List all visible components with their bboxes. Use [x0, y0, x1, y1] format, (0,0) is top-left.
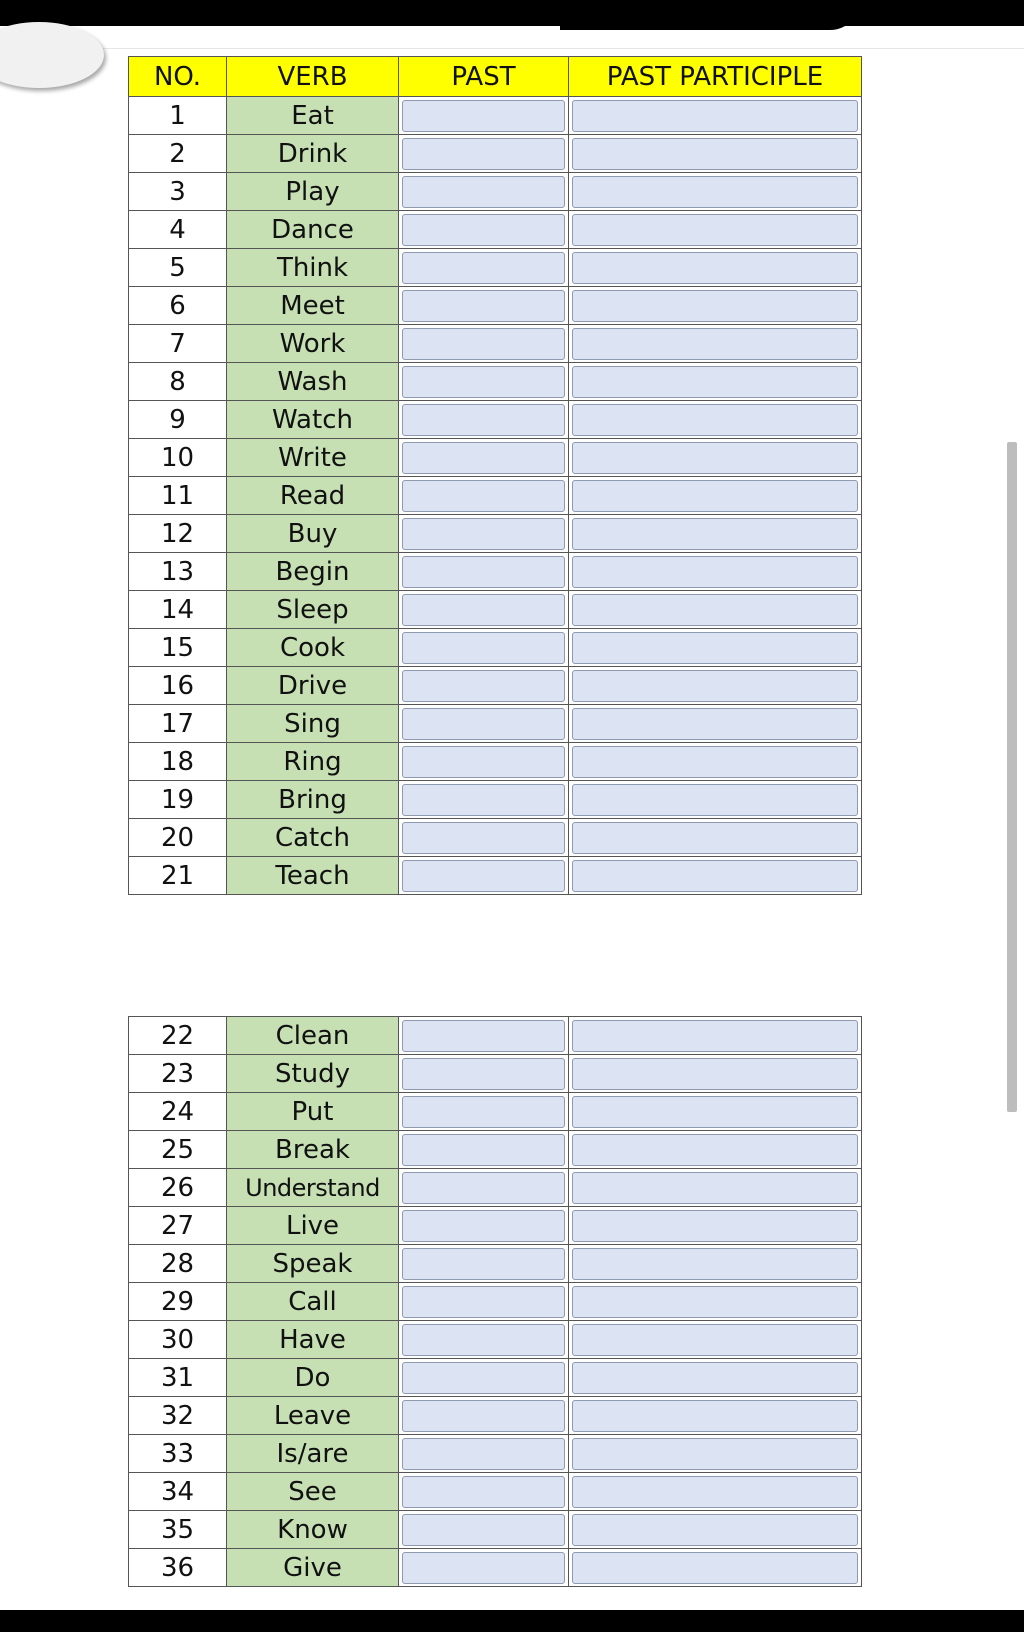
past-input[interactable]: [402, 100, 565, 132]
past-cell: [399, 743, 569, 781]
past-input[interactable]: [402, 518, 565, 550]
verb-cell: Drive: [227, 667, 399, 705]
past-input[interactable]: [402, 1286, 565, 1318]
table-row: [129, 135, 862, 173]
row-number: 18: [129, 743, 227, 781]
table-row: [129, 781, 862, 819]
past-participle-input[interactable]: [572, 480, 858, 512]
past-participle-cell: [569, 211, 862, 249]
table-row: [129, 97, 862, 135]
past-input[interactable]: [402, 746, 565, 778]
table-row: [129, 1435, 862, 1473]
past-cell: [399, 1549, 569, 1587]
past-input[interactable]: [402, 860, 565, 892]
past-participle-cell: [569, 173, 862, 211]
table-row: [129, 477, 862, 515]
table-row: [129, 591, 862, 629]
row-number: 32: [129, 1397, 227, 1435]
past-input[interactable]: [402, 1172, 565, 1204]
past-cell: [399, 401, 569, 439]
past-participle-input[interactable]: [572, 290, 858, 322]
past-participle-cell: [569, 1549, 862, 1587]
row-number: 20: [129, 819, 227, 857]
past-participle-input[interactable]: [572, 138, 858, 170]
row-number: 23: [129, 1055, 227, 1093]
row-number: 13: [129, 553, 227, 591]
past-participle-input[interactable]: [572, 708, 858, 740]
verb-cell: Speak: [227, 1245, 399, 1283]
past-participle-input[interactable]: [572, 632, 858, 664]
table-row: [129, 173, 862, 211]
past-input[interactable]: [402, 556, 565, 588]
past-cell: [399, 857, 569, 895]
past-input[interactable]: [402, 1552, 565, 1584]
past-cell: [399, 1511, 569, 1549]
table-row: [129, 249, 862, 287]
past-participle-input[interactable]: [572, 860, 858, 892]
row-number: 35: [129, 1511, 227, 1549]
past-cell: [399, 439, 569, 477]
row-number: 1: [129, 97, 227, 135]
table-row: [129, 1169, 862, 1207]
verb-cell: Watch: [227, 401, 399, 439]
past-participle-input[interactable]: [572, 594, 858, 626]
verb-cell: Buy: [227, 515, 399, 553]
row-number: 36: [129, 1549, 227, 1587]
past-input[interactable]: [402, 404, 565, 436]
past-participle-input[interactable]: [572, 822, 858, 854]
past-input[interactable]: [402, 252, 565, 284]
verb-table-part-2: [128, 1016, 862, 1587]
past-cell: [399, 1245, 569, 1283]
past-input[interactable]: [402, 1096, 565, 1128]
past-participle-cell: [569, 781, 862, 819]
past-participle-cell: [569, 401, 862, 439]
table-row: [129, 363, 862, 401]
past-participle-input[interactable]: [572, 176, 858, 208]
past-input[interactable]: [402, 1514, 565, 1546]
top-divider: [0, 48, 1024, 49]
past-cell: [399, 781, 569, 819]
past-participle-cell: [569, 363, 862, 401]
past-input[interactable]: [402, 480, 565, 512]
past-participle-input[interactable]: [572, 1210, 858, 1242]
past-participle-input[interactable]: [572, 1248, 858, 1280]
past-cell: [399, 819, 569, 857]
past-participle-cell: [569, 1207, 862, 1245]
past-participle-cell: [569, 1359, 862, 1397]
verb-cell: Give: [227, 1549, 399, 1587]
verb-cell: Study: [227, 1055, 399, 1093]
row-number: 3: [129, 173, 227, 211]
table-row: [129, 553, 862, 591]
row-number: 9: [129, 401, 227, 439]
table-row: [129, 1321, 862, 1359]
row-number: 17: [129, 705, 227, 743]
header-verb: VERB: [227, 57, 399, 97]
verb-cell: Clean: [227, 1017, 399, 1055]
table-row: [129, 667, 862, 705]
past-input[interactable]: [402, 1476, 565, 1508]
table-row: [129, 325, 862, 363]
past-input[interactable]: [402, 442, 565, 474]
past-input[interactable]: [402, 1248, 565, 1280]
row-number: 6: [129, 287, 227, 325]
verb-cell: Wash: [227, 363, 399, 401]
past-participle-input[interactable]: [572, 1552, 858, 1584]
past-cell: [399, 515, 569, 553]
row-number: 26: [129, 1169, 227, 1207]
past-cell: [399, 591, 569, 629]
past-participle-input[interactable]: [572, 518, 858, 550]
table-row: [129, 1131, 862, 1169]
past-participle-cell: [569, 515, 862, 553]
table-row: [129, 1397, 862, 1435]
past-participle-cell: [569, 1283, 862, 1321]
row-number: 14: [129, 591, 227, 629]
table-row: [129, 1359, 862, 1397]
verb-cell: Work: [227, 325, 399, 363]
past-cell: [399, 1207, 569, 1245]
past-cell: [399, 363, 569, 401]
past-input[interactable]: [402, 176, 565, 208]
past-participle-cell: [569, 819, 862, 857]
verb-cell: Put: [227, 1093, 399, 1131]
table-row: [129, 743, 862, 781]
row-number: 25: [129, 1131, 227, 1169]
past-cell: [399, 1093, 569, 1131]
verb-cell: Sleep: [227, 591, 399, 629]
table-row: [129, 287, 862, 325]
row-number: 7: [129, 325, 227, 363]
table-row: [129, 439, 862, 477]
row-number: 24: [129, 1093, 227, 1131]
past-participle-cell: [569, 1473, 862, 1511]
verb-cell: Think: [227, 249, 399, 287]
past-cell: [399, 1055, 569, 1093]
past-participle-cell: [569, 325, 862, 363]
past-participle-cell: [569, 1321, 862, 1359]
past-cell: [399, 249, 569, 287]
past-participle-input[interactable]: [572, 1286, 858, 1318]
past-cell: [399, 553, 569, 591]
verb-cell: Write: [227, 439, 399, 477]
verb-cell: Call: [227, 1283, 399, 1321]
past-participle-input[interactable]: [572, 1514, 858, 1546]
past-participle-cell: [569, 857, 862, 895]
past-cell: [399, 1169, 569, 1207]
past-participle-input[interactable]: [572, 1476, 858, 1508]
row-number: 5: [129, 249, 227, 287]
table-row: [129, 1245, 862, 1283]
past-participle-cell: [569, 249, 862, 287]
verb-cell: Eat: [227, 97, 399, 135]
past-participle-input[interactable]: [572, 670, 858, 702]
verb-cell: Read: [227, 477, 399, 515]
past-cell: [399, 211, 569, 249]
row-number: 10: [129, 439, 227, 477]
verb-cell: Is/are: [227, 1435, 399, 1473]
verb-cell: Ring: [227, 743, 399, 781]
past-participle-input[interactable]: [572, 366, 858, 398]
past-input[interactable]: [402, 290, 565, 322]
past-participle-cell: [569, 1397, 862, 1435]
past-participle-input[interactable]: [572, 1324, 858, 1356]
past-participle-cell: [569, 553, 862, 591]
past-cell: [399, 1359, 569, 1397]
row-number: 16: [129, 667, 227, 705]
verb-cell: Begin: [227, 553, 399, 591]
header-past: PAST: [399, 57, 569, 97]
verb-cell: Meet: [227, 287, 399, 325]
past-cell: [399, 1017, 569, 1055]
verb-cell: Have: [227, 1321, 399, 1359]
page-scrollbar[interactable]: [1007, 442, 1017, 1112]
past-cell: [399, 1131, 569, 1169]
row-number: 4: [129, 211, 227, 249]
past-participle-cell: [569, 629, 862, 667]
past-participle-input[interactable]: [572, 1438, 858, 1470]
past-cell: [399, 705, 569, 743]
past-input[interactable]: [402, 632, 565, 664]
past-input[interactable]: [402, 328, 565, 360]
row-number: 15: [129, 629, 227, 667]
row-number: 28: [129, 1245, 227, 1283]
table-row: [129, 1283, 862, 1321]
table-row: [129, 1473, 862, 1511]
past-participle-cell: [569, 667, 862, 705]
past-participle-input[interactable]: [572, 328, 858, 360]
past-participle-cell: [569, 743, 862, 781]
row-number: 22: [129, 1017, 227, 1055]
verb-cell: Leave: [227, 1397, 399, 1435]
past-cell: [399, 97, 569, 135]
top-bar-edge: [560, 0, 860, 30]
verb-table-part-1: [128, 56, 862, 895]
verb-cell: Bring: [227, 781, 399, 819]
table-row: [129, 1207, 862, 1245]
table-row: [129, 515, 862, 553]
table-row: [129, 211, 862, 249]
past-input[interactable]: [402, 822, 565, 854]
table-row: [129, 1055, 862, 1093]
past-input[interactable]: [402, 1210, 565, 1242]
row-number: 19: [129, 781, 227, 819]
past-participle-input[interactable]: [572, 1362, 858, 1394]
past-participle-cell: [569, 135, 862, 173]
past-input[interactable]: [402, 708, 565, 740]
verb-cell: Dance: [227, 211, 399, 249]
past-participle-input[interactable]: [572, 556, 858, 588]
verb-cell: Break: [227, 1131, 399, 1169]
past-participle-cell: [569, 287, 862, 325]
table-row: [129, 629, 862, 667]
past-participle-cell: [569, 1017, 862, 1055]
past-input[interactable]: [402, 1400, 565, 1432]
verb-cell: Drink: [227, 135, 399, 173]
verb-cell: Play: [227, 173, 399, 211]
verb-cell: Teach: [227, 857, 399, 895]
table-header-row: [129, 57, 862, 97]
past-cell: [399, 325, 569, 363]
past-cell: [399, 287, 569, 325]
past-participle-cell: [569, 1169, 862, 1207]
past-input[interactable]: [402, 366, 565, 398]
past-input[interactable]: [402, 670, 565, 702]
past-participle-cell: [569, 1435, 862, 1473]
row-number: 27: [129, 1207, 227, 1245]
past-cell: [399, 477, 569, 515]
row-number: 12: [129, 515, 227, 553]
past-participle-cell: [569, 591, 862, 629]
past-participle-cell: [569, 1245, 862, 1283]
table-row: [129, 1017, 862, 1055]
past-cell: [399, 173, 569, 211]
row-number: 21: [129, 857, 227, 895]
past-participle-input[interactable]: [572, 1134, 858, 1166]
header-no: NO.: [129, 57, 227, 97]
past-input[interactable]: [402, 1362, 565, 1394]
past-input[interactable]: [402, 1058, 565, 1090]
row-number: 29: [129, 1283, 227, 1321]
row-number: 8: [129, 363, 227, 401]
row-number: 11: [129, 477, 227, 515]
past-participle-cell: [569, 97, 862, 135]
past-input[interactable]: [402, 214, 565, 246]
past-participle-input[interactable]: [572, 784, 858, 816]
past-participle-cell: [569, 439, 862, 477]
past-participle-cell: [569, 1131, 862, 1169]
table-row: [129, 705, 862, 743]
verb-cell: Live: [227, 1207, 399, 1245]
row-number: 2: [129, 135, 227, 173]
table-row: [129, 401, 862, 439]
past-participle-cell: [569, 705, 862, 743]
past-participle-cell: [569, 1511, 862, 1549]
row-number: 30: [129, 1321, 227, 1359]
header-past-participle: PAST PARTICIPLE: [569, 57, 862, 97]
table-row: [129, 857, 862, 895]
row-number: 33: [129, 1435, 227, 1473]
past-participle-input[interactable]: [572, 100, 858, 132]
past-cell: [399, 135, 569, 173]
table-row: [129, 1511, 862, 1549]
past-participle-input[interactable]: [572, 214, 858, 246]
past-participle-input[interactable]: [572, 404, 858, 436]
past-input[interactable]: [402, 594, 565, 626]
past-input[interactable]: [402, 1134, 565, 1166]
table-row: [129, 1093, 862, 1131]
past-participle-cell: [569, 1055, 862, 1093]
verb-cell: Do: [227, 1359, 399, 1397]
verb-cell: Catch: [227, 819, 399, 857]
past-participle-input[interactable]: [572, 1096, 858, 1128]
past-cell: [399, 1321, 569, 1359]
past-input[interactable]: [402, 1438, 565, 1470]
past-participle-input[interactable]: [572, 1172, 858, 1204]
verb-cell: Cook: [227, 629, 399, 667]
verb-cell: Understand: [227, 1169, 399, 1207]
past-participle-input[interactable]: [572, 746, 858, 778]
verb-cell: See: [227, 1473, 399, 1511]
past-participle-input[interactable]: [572, 1058, 858, 1090]
past-participle-cell: [569, 1093, 862, 1131]
past-input[interactable]: [402, 784, 565, 816]
row-number: 31: [129, 1359, 227, 1397]
past-cell: [399, 667, 569, 705]
past-input[interactable]: [402, 1324, 565, 1356]
row-number: 34: [129, 1473, 227, 1511]
past-participle-input[interactable]: [572, 1020, 858, 1052]
table-row: [129, 1549, 862, 1587]
bottom-nav-bar: [0, 1610, 1024, 1632]
past-participle-input[interactable]: [572, 1400, 858, 1432]
past-participle-input[interactable]: [572, 252, 858, 284]
past-cell: [399, 1435, 569, 1473]
past-participle-cell: [569, 477, 862, 515]
floating-bubble-button[interactable]: [0, 22, 104, 88]
past-cell: [399, 1283, 569, 1321]
verb-cell: Sing: [227, 705, 399, 743]
past-participle-input[interactable]: [572, 442, 858, 474]
past-input[interactable]: [402, 138, 565, 170]
table-row: [129, 819, 862, 857]
past-cell: [399, 629, 569, 667]
verb-cell: Know: [227, 1511, 399, 1549]
past-input[interactable]: [402, 1020, 565, 1052]
past-cell: [399, 1473, 569, 1511]
top-status-bar: [0, 0, 1024, 26]
past-cell: [399, 1397, 569, 1435]
